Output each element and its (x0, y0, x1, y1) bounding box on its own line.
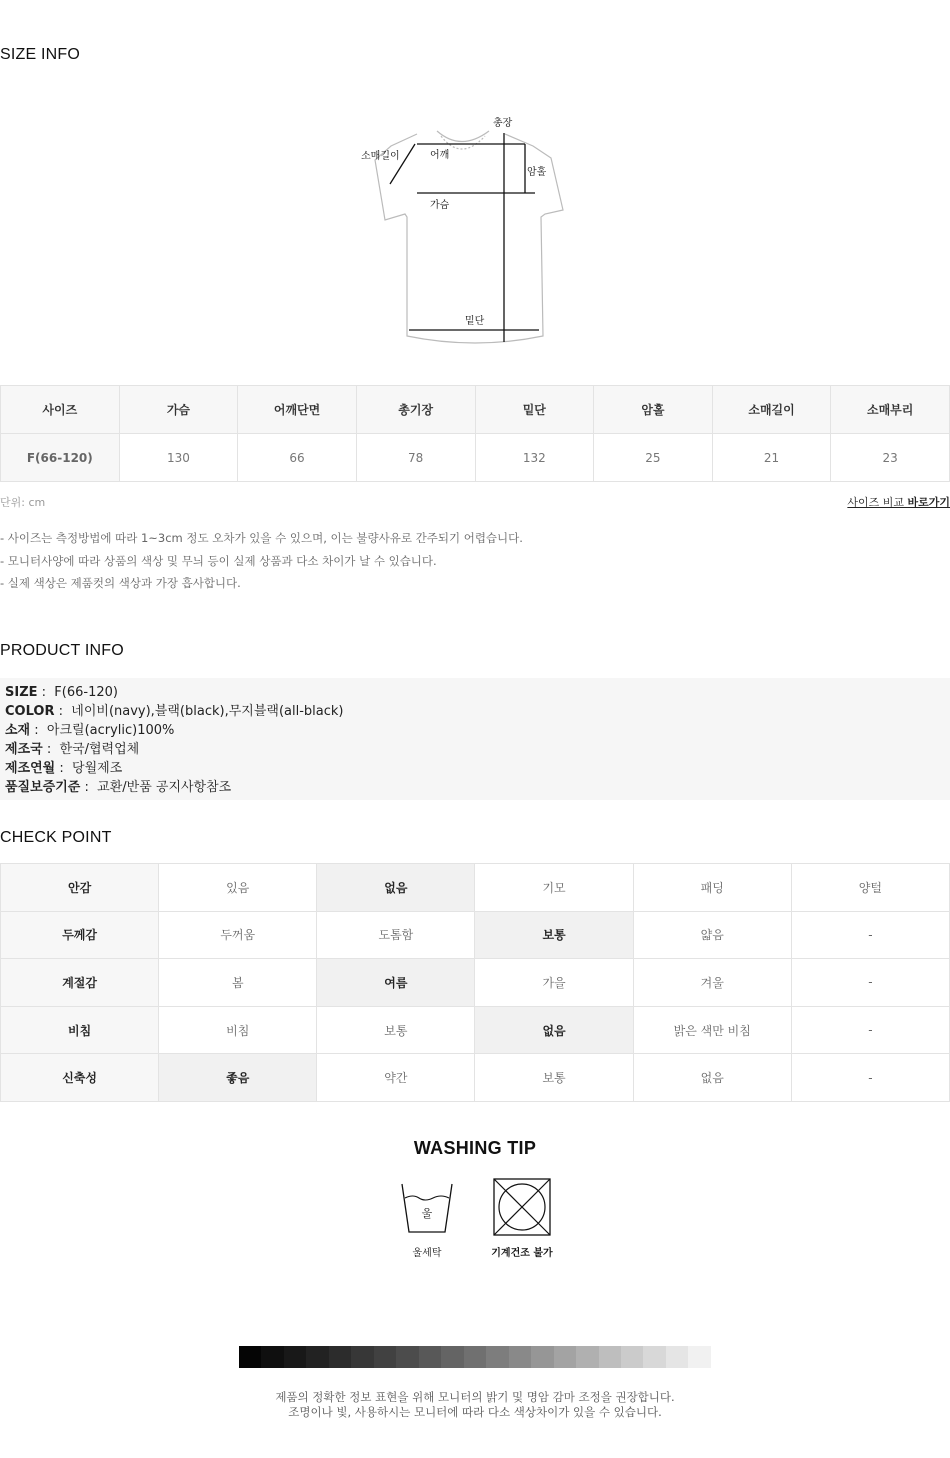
monitor-notice (0, 1390, 950, 1420)
check-option: 겨울 (633, 959, 791, 1007)
product-label: 소재 (5, 723, 31, 738)
check-option: 약간 (317, 1054, 475, 1102)
size-info-title: SIZE INFO (0, 46, 81, 63)
label-total-length: 총장 (493, 118, 513, 129)
product-row-material: 소재 : 아크릴(acrylic)100% (5, 723, 175, 738)
size-cell: 25 (594, 434, 713, 482)
check-option: 밝은 색만 비침 (633, 1006, 791, 1054)
product-info-box (0, 678, 950, 800)
size-header-cell: 사이즈 (1, 386, 120, 434)
size-table-header-row (1, 386, 950, 434)
check-option: 봄 (159, 959, 317, 1007)
grayscale-swatch (419, 1346, 441, 1368)
grayscale-swatch (576, 1346, 598, 1368)
product-value: 당월제조 (72, 761, 123, 776)
check-row (1, 1006, 950, 1054)
size-cell: 21 (712, 434, 831, 482)
grayscale-calibration-bar (239, 1346, 711, 1368)
check-option: - (791, 1006, 949, 1054)
label-hem: 밑단 (465, 316, 485, 327)
grayscale-swatch (261, 1346, 283, 1368)
label-armhole: 암홀 (527, 167, 547, 178)
size-compare-bold: 바로가기 (907, 496, 950, 509)
note-line: - 모니터사양에 따라 상품의 색상 및 무늬 등이 실제 상품과 다소 차이가 날 수 있습니다. (0, 553, 437, 568)
washing-tip-title: WASHING TIP (413, 1138, 537, 1158)
size-header-cell: 가슴 (119, 386, 238, 434)
grayscale-swatch (329, 1346, 351, 1368)
check-option: 있음 (159, 864, 317, 912)
grayscale-swatch (554, 1346, 576, 1368)
wool-wash-symbol (395, 1178, 459, 1259)
check-row-head: 계절감 (1, 959, 159, 1007)
grayscale-swatch (464, 1346, 486, 1368)
size-header-cell: 소매부리 (831, 386, 950, 434)
check-option: - (791, 959, 949, 1007)
product-label: 품질보증기준 (5, 780, 81, 795)
check-option: 보통 (475, 911, 633, 959)
product-info-title: PRODUCT INFO (0, 642, 124, 659)
note-line: - 사이즈는 측정방법에 따라 1~3cm 정도 오차가 있을 수 있으며, 이는 불량사유로 간주되기 어렵습니다. (0, 531, 523, 545)
check-option: 비침 (159, 1006, 317, 1054)
sleeve-length-line (390, 144, 415, 184)
no-tumble-dry-symbol (490, 1178, 554, 1259)
grayscale-swatch (396, 1346, 418, 1368)
unit-label: 단위: cm (0, 496, 46, 509)
product-value: F(66-120) (54, 685, 118, 700)
label-shoulder: 어깨 (430, 150, 450, 161)
product-label: 제조연월 (5, 761, 56, 776)
check-option: 기모 (475, 864, 633, 912)
size-notes (0, 527, 523, 595)
product-value: 한국/협력업체 (59, 742, 140, 757)
grayscale-swatch (284, 1346, 306, 1368)
product-row-warranty: 품질보증기준 : 교환/반품 공지사항참조 (5, 780, 232, 795)
grayscale-swatch (509, 1346, 531, 1368)
size-table-row (1, 434, 950, 482)
grayscale-swatch (486, 1346, 508, 1368)
check-row-head: 비침 (1, 1006, 159, 1054)
size-header-cell: 어깨단면 (238, 386, 357, 434)
check-option: 얇음 (633, 911, 791, 959)
check-point-table (0, 863, 950, 1102)
grayscale-swatch (374, 1346, 396, 1368)
monitor-notice-line: 제품의 정확한 정보 표현을 위해 모니터의 밝기 및 명암 감마 조정을 권장합니다. (275, 1390, 675, 1404)
grayscale-swatch (441, 1346, 463, 1368)
garment-measurement-diagram (355, 112, 570, 352)
no-tumble-dry-icon (490, 1178, 554, 1236)
check-row-head: 신축성 (1, 1054, 159, 1102)
product-row-date: 제조연월 : 당월제조 (5, 761, 123, 776)
check-option: 없음 (475, 1006, 633, 1054)
product-value: 교환/반품 공지사항참조 (97, 780, 232, 795)
product-label: 제조국 (5, 742, 43, 757)
check-option: - (791, 911, 949, 959)
no-tumble-dry-label: 기계건조 불가 (491, 1248, 553, 1259)
check-row-head: 안감 (1, 864, 159, 912)
measure-lines (390, 133, 539, 342)
check-option: - (791, 1054, 949, 1102)
product-row-size: SIZE : F(66-120) (5, 685, 118, 700)
check-option: 패딩 (633, 864, 791, 912)
check-row (1, 959, 950, 1007)
product-row-country: 제조국 : 한국/협력업체 (5, 742, 140, 757)
size-cell: 130 (119, 434, 238, 482)
size-cell: 23 (831, 434, 950, 482)
size-compare-prefix: 사이즈 비교 (847, 496, 908, 509)
product-label: COLOR (5, 704, 55, 719)
check-option: 보통 (317, 1006, 475, 1054)
size-cell: F(66-120) (1, 434, 120, 482)
grayscale-swatch (666, 1346, 688, 1368)
check-row (1, 1054, 950, 1102)
grayscale-swatch (599, 1346, 621, 1368)
grayscale-swatch (643, 1346, 665, 1368)
size-compare-link[interactable] (847, 494, 950, 510)
label-chest: 가슴 (430, 200, 450, 211)
check-row (1, 864, 950, 912)
check-option: 없음 (317, 864, 475, 912)
check-row-head: 두께감 (1, 911, 159, 959)
size-header-cell: 총기장 (356, 386, 475, 434)
grayscale-swatch (531, 1346, 553, 1368)
check-option: 좋음 (159, 1054, 317, 1102)
check-point-title: CHECK POINT (0, 829, 112, 846)
size-header-cell: 밑단 (475, 386, 594, 434)
wool-wash-label: 울세탁 (412, 1248, 442, 1259)
size-header-cell: 암홀 (594, 386, 713, 434)
size-table (0, 385, 950, 482)
check-option: 도톰함 (317, 911, 475, 959)
product-row-color: COLOR : 네이비(navy),블랙(black),무지블랙(all-black) (5, 704, 344, 719)
wool-wash-icon (395, 1178, 459, 1236)
grayscale-swatch (688, 1346, 710, 1368)
grayscale-swatch (239, 1346, 261, 1368)
check-option: 두꺼움 (159, 911, 317, 959)
size-cell: 66 (238, 434, 357, 482)
monitor-notice-line: 조명이나 빛, 사용하시는 모니터에 따라 다소 색상차이가 있을 수 있습니다. (288, 1405, 662, 1419)
size-header-cell: 소매길이 (712, 386, 831, 434)
grayscale-swatch (306, 1346, 328, 1368)
wool-symbol-text: 울 (421, 1207, 433, 1220)
check-option: 없음 (633, 1054, 791, 1102)
product-value: 네이비(navy),블랙(black),무지블랙(all-black) (71, 704, 344, 719)
note-line: - 실제 색상은 제품컷의 색상과 가장 흡사합니다. (0, 576, 241, 590)
check-row (1, 911, 950, 959)
check-option: 여름 (317, 959, 475, 1007)
size-cell: 132 (475, 434, 594, 482)
product-value: 아크릴(acrylic)100% (46, 723, 175, 738)
product-label: SIZE (5, 685, 38, 700)
check-option: 가을 (475, 959, 633, 1007)
grayscale-swatch (621, 1346, 643, 1368)
label-sleeve-length: 소매길이 (361, 151, 400, 162)
check-option: 양털 (791, 864, 949, 912)
check-option: 보통 (475, 1054, 633, 1102)
size-cell: 78 (356, 434, 475, 482)
grayscale-swatch (351, 1346, 373, 1368)
